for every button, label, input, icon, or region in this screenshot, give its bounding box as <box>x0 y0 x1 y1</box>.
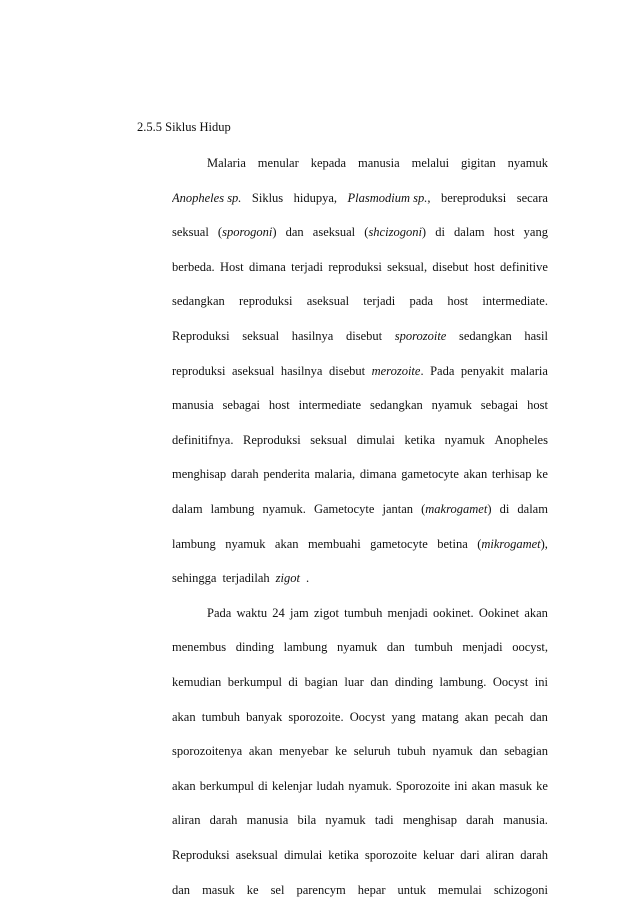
word: Sporozoite <box>395 778 451 793</box>
word: kemudian <box>172 675 222 689</box>
word: hasil <box>524 329 548 343</box>
word: host <box>473 259 495 274</box>
word: Malaria <box>207 156 246 170</box>
word: berkumpul <box>227 675 282 689</box>
word: akan <box>172 709 196 724</box>
word: Reproduksi <box>172 329 230 343</box>
word: seluruh <box>353 744 391 759</box>
word: ini <box>534 675 548 689</box>
word: berkumpul <box>199 778 254 793</box>
word: ookinet. <box>433 605 474 620</box>
word: dan <box>172 882 191 897</box>
word: pada <box>409 294 434 309</box>
word: hepar <box>357 882 386 897</box>
word: darah <box>520 848 548 862</box>
word: zigot <box>313 605 339 620</box>
word: pecah <box>494 709 524 724</box>
word: hasilnya <box>291 329 334 343</box>
word: terjadi <box>291 259 324 274</box>
word: masuk <box>202 882 235 897</box>
text-line <box>172 328 548 344</box>
word: nyamuk <box>225 536 266 551</box>
word: Oocyst <box>492 675 529 689</box>
word: bila <box>297 813 317 828</box>
word: menghisap <box>172 467 227 482</box>
word: ketika <box>404 432 436 447</box>
word: terjadilah <box>222 571 270 586</box>
word: seksual <box>172 225 209 240</box>
word: malaria <box>510 363 548 378</box>
word: menyebar <box>279 744 329 759</box>
word: seksual <box>242 329 280 343</box>
word: definitifnya. <box>172 432 234 447</box>
word: darah <box>230 467 259 482</box>
text-line <box>172 259 548 275</box>
text-line <box>172 224 548 240</box>
text-line <box>172 536 548 552</box>
word: nyamuk <box>325 813 366 828</box>
word: host <box>268 398 290 413</box>
word: zigot . <box>275 571 310 586</box>
word: aliran <box>485 848 515 862</box>
word: (shcizogoni) <box>364 225 427 240</box>
text-line <box>172 847 548 863</box>
word: (sporogoni) <box>217 225 277 240</box>
word: dan <box>285 225 304 240</box>
word: sporozoite <box>394 329 447 343</box>
word: malaria, <box>314 467 356 482</box>
text-line <box>172 812 548 828</box>
word: penyakit <box>460 363 504 378</box>
word: Gametocyte <box>313 502 375 516</box>
word: tadi <box>374 813 394 828</box>
word: menghisap <box>402 813 457 828</box>
word: darah <box>466 813 494 828</box>
word: parencym <box>296 882 346 897</box>
text-line <box>172 570 548 586</box>
word: ketika <box>328 848 359 862</box>
text-line <box>172 882 548 898</box>
word: aseksual <box>312 225 356 240</box>
word: lambung <box>283 640 328 655</box>
word: Host <box>220 259 244 274</box>
word: di <box>288 675 299 689</box>
word: menembus <box>172 640 227 655</box>
word: lambung <box>210 502 255 516</box>
word: (mikrogamet), <box>477 536 548 551</box>
text-line <box>172 501 548 517</box>
word: akan <box>464 709 489 724</box>
word: bereproduksi <box>440 190 507 205</box>
word: tumbuh <box>344 605 383 620</box>
word: yang <box>523 225 548 240</box>
word: terhisap <box>491 467 532 482</box>
word: sedangkan <box>172 294 225 309</box>
word: dinding <box>394 675 434 689</box>
word: nyamuk. <box>348 778 392 793</box>
word: dan <box>479 744 498 759</box>
text-line <box>172 466 548 482</box>
word: dalam <box>454 225 485 240</box>
word: reproduksi <box>172 363 226 378</box>
word: akan <box>172 778 196 793</box>
word: Pada <box>207 605 232 620</box>
word: sebagian <box>504 744 548 759</box>
word: dimana <box>248 259 286 274</box>
section-heading: 2.5.5 Siklus Hidup <box>137 120 231 134</box>
word: Siklus <box>251 190 284 205</box>
word: banyak <box>246 709 283 724</box>
word: matang <box>421 709 459 724</box>
word: terjadi <box>363 294 396 309</box>
text-line <box>172 190 548 206</box>
word: nyamuk <box>444 432 485 447</box>
word: penderita <box>263 467 310 482</box>
word: berbeda. <box>172 259 215 274</box>
word: Oocyst <box>349 709 386 724</box>
word: di <box>435 225 445 240</box>
word: reproduksi <box>328 259 382 274</box>
word: di <box>258 778 268 793</box>
word: hasilnya <box>280 363 323 378</box>
word: (makrogamet) <box>421 502 492 516</box>
word: dalam <box>517 502 548 516</box>
word: aseksual <box>231 363 275 378</box>
text-line <box>207 605 548 621</box>
word: sel <box>270 882 285 897</box>
word: intermediate. <box>482 294 548 309</box>
word: akan <box>274 536 299 551</box>
word: disebut <box>346 329 383 343</box>
word: nyamuk <box>432 744 473 759</box>
word: menular <box>257 156 299 170</box>
word: dan <box>370 675 389 689</box>
text-line <box>172 363 548 379</box>
word: secara <box>516 190 548 205</box>
word: nyamuk <box>431 398 472 413</box>
word: dimulai <box>356 432 395 447</box>
word: sporozoite <box>364 848 417 862</box>
word: dimulai <box>284 848 323 862</box>
text-line <box>172 397 548 413</box>
word: kelenjar <box>271 778 313 793</box>
word: dan <box>529 709 548 724</box>
word: waktu <box>236 605 268 620</box>
word: host <box>527 398 548 413</box>
word: sedangkan <box>369 398 423 413</box>
word: di <box>499 502 510 516</box>
word: yang <box>391 709 416 724</box>
word: darah <box>209 813 238 828</box>
text-line <box>172 778 548 794</box>
word: Reproduksi <box>243 432 301 447</box>
word: manusia <box>358 156 400 170</box>
word: ludah <box>316 778 345 793</box>
word: dari <box>460 848 480 862</box>
word: untuk <box>397 882 427 897</box>
word: dimana <box>359 467 397 482</box>
word: sebagai <box>222 398 261 413</box>
word: menjadi <box>387 605 428 620</box>
word: hidupya, <box>293 190 338 205</box>
word: aseksual <box>235 848 279 862</box>
word: memulai <box>438 882 482 897</box>
word: definitive <box>500 259 548 274</box>
word: masuk <box>499 778 532 793</box>
word: nyamuk <box>336 640 378 655</box>
word: akan <box>248 744 273 759</box>
word: nyamuk <box>507 156 548 170</box>
word: ke <box>335 744 347 759</box>
word: ke <box>536 467 548 482</box>
word: sedangkan <box>458 329 512 343</box>
word: aliran <box>172 813 201 828</box>
word: disebut <box>432 259 469 274</box>
word: menjadi <box>462 640 503 655</box>
word: seksual, <box>387 259 428 274</box>
word: gametocyte <box>401 467 459 482</box>
word: membuahi <box>307 536 361 551</box>
word: disebut <box>329 363 366 378</box>
word: Anopheles <box>494 432 548 447</box>
word: intermediate <box>298 398 362 413</box>
word: ini <box>454 778 468 793</box>
word: nyamuk. <box>262 502 306 516</box>
text-line <box>172 432 548 448</box>
word: melalui <box>411 156 450 170</box>
word: sehingga <box>172 571 217 586</box>
word: akan <box>471 778 496 793</box>
word: gigitan <box>461 156 496 170</box>
word: sporozoite. <box>288 709 344 724</box>
word: gametocyte <box>370 536 428 551</box>
word: dalam <box>172 502 203 516</box>
word: manusia. <box>503 813 548 828</box>
word: reproduksi <box>239 294 293 309</box>
word: betina <box>437 536 468 551</box>
word: 24 <box>272 605 285 620</box>
word: seksual <box>310 432 348 447</box>
word: tumbuh <box>201 709 240 724</box>
word: jantan <box>382 502 414 516</box>
word: Pada <box>430 363 455 378</box>
word: schizogoni <box>493 882 548 897</box>
word: akan <box>524 605 548 620</box>
word: akan <box>463 467 488 482</box>
word: sebagai <box>480 398 519 413</box>
word: manusia <box>172 398 214 413</box>
word: Anopheles sp. <box>172 190 242 205</box>
word: bagian <box>304 675 338 689</box>
word: dan <box>386 640 405 655</box>
word: Reproduksi <box>172 848 230 862</box>
word: ke <box>536 778 548 793</box>
text-line <box>172 709 548 725</box>
word: host <box>447 294 469 309</box>
word: merozoite. <box>371 363 424 378</box>
text-line <box>172 743 548 759</box>
word: keluar <box>422 848 455 862</box>
word: manusia <box>246 813 289 828</box>
word: tumbuh <box>414 640 453 655</box>
word: jam <box>289 605 309 620</box>
text-line <box>172 293 548 309</box>
word: lambung. <box>439 675 487 689</box>
word: sporozoitenya <box>172 744 243 759</box>
word: tubuh <box>397 744 426 759</box>
word: aseksual <box>306 294 350 309</box>
word: dinding <box>235 640 274 655</box>
word: ke <box>246 882 259 897</box>
text-line <box>207 155 548 171</box>
word: kepada <box>310 156 347 170</box>
word: host <box>493 225 515 240</box>
text-line <box>172 674 548 690</box>
text-line <box>172 639 548 655</box>
word: luar <box>344 675 364 689</box>
word: oocyst, <box>512 640 548 655</box>
word: Ookinet <box>478 605 520 620</box>
word: Plasmodium sp., <box>347 190 431 205</box>
word: lambung <box>172 536 216 551</box>
